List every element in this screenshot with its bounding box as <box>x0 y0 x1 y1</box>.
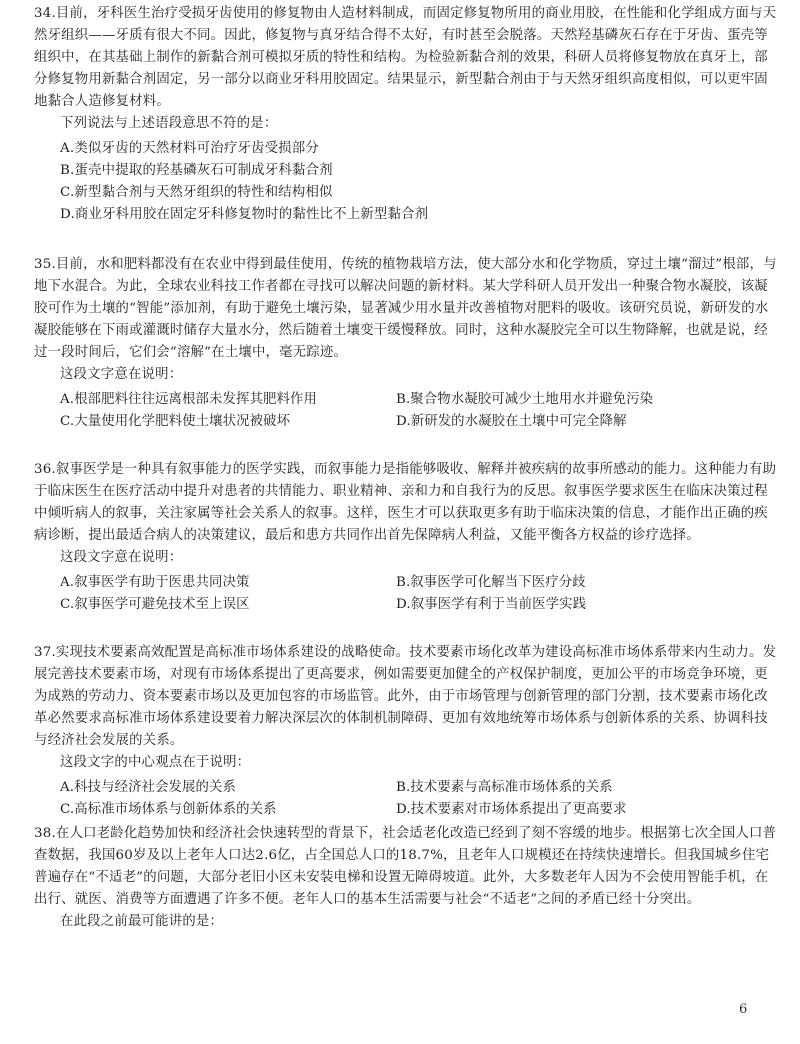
page-number: 6 <box>739 1002 748 1017</box>
option-a[interactable]: A.根部肥料往往远离根部未发挥其肥料作用 <box>60 392 317 407</box>
question-stem: 这段文字意在说明： <box>60 367 183 382</box>
option-d[interactable]: D.技术要素对市场体系提出了更高要求 <box>396 802 627 817</box>
option-a[interactable]: A.类似牙齿的天然材料可治疗牙齿受损部分 <box>60 141 319 156</box>
question-34 <box>34 3 780 226</box>
option-c[interactable]: C.叙事医学可避免技术至上误区 <box>60 597 250 612</box>
question-36 <box>34 459 780 616</box>
question-passage: 35.目前，水和肥料都没有在农业中得到最佳使用，传统的植物栽培方法，使大部分水和化学物质，穿过土壤“溜过”根部，与地下水混合。为此，全球农业科技工作者都在寻找可以解决问题的新材料。某大学科研人员开发出一种聚合物水凝胶，该凝胶可作为土壤的“智能”添加剂，有助于避免土壤污染，显著减少用水量并改善植物对肥料的吸收。该研究员说，新研发的水凝胶能够在下雨或灌溉时储存大量水分，然后随着土壤变干缓慢释放。同时，这种水凝胶完全可以生物降解，也就是说，经过一段时间后，它们会“溶解”在土壤中，毫无踪迹。 <box>34 257 777 360</box>
question-38 <box>34 823 780 933</box>
option-a[interactable]: A.叙事医学有助于医患共同决策 <box>60 575 250 590</box>
option-a[interactable]: A.科技与经济社会发展的关系 <box>60 780 237 795</box>
option-c[interactable]: C.高标准市场体系与创新体系的关系 <box>60 802 277 817</box>
option-grid <box>34 389 780 433</box>
question-passage: 37.实现技术要素高效配置是高标准市场体系建设的战略使命。技术要素市场化改革为建设高标准市场体系带来内生动力。发展完善技术要素市场，对现有市场体系提出了更高要求，例如需要更加健全的产权保护制度，更加公平的市场竞争环境，更为成熟的劳动力、资本要素市场以及更加包容的市场监管。此外，由于市场管理与创新管理的部门分割，技术要素市场化改革必然要求高标准市场体系建设要着力解决深层次的体制机制障碍、更加有效地统筹市场体系与创新体系的关系、协调科技与经济社会发展的关系。 <box>34 645 777 748</box>
question-stem: 下列说法与上述语段意思不符的是： <box>60 116 278 131</box>
option-c[interactable]: C.大量使用化学肥料使土壤状况被破坏 <box>60 414 291 429</box>
option-d[interactable]: D.商业牙科用胶在固定牙科修复物时的黏性比不上新型黏合剂 <box>60 207 429 222</box>
question-37 <box>34 642 780 821</box>
option-b[interactable]: B.蛋壳中提取的羟基磷灰石可制成牙科黏合剂 <box>60 163 333 178</box>
option-grid <box>34 777 780 821</box>
option-c[interactable]: C.新型黏合剂与天然牙组织的特性和结构相似 <box>60 185 333 200</box>
question-35 <box>34 254 780 433</box>
question-stem: 这段文字意在说明： <box>60 550 183 565</box>
question-stem: 在此段之前最可能讲的是： <box>60 914 224 929</box>
option-d[interactable]: D.叙事医学有利于当前医学实践 <box>396 597 587 612</box>
question-passage: 34.目前，牙科医生治疗受损牙齿使用的修复物由人造材料制成，而固定修复物所用的商业用胶，在性能和化学组成方面与天然牙组织——牙质有很大不同。因此，修复物与真牙结合得不太好，有时甚至会脱落。天然羟基磷灰石存在于牙齿、蛋壳等组织中，在其基础上制作的新黏合剂可模拟牙质的特性和结构。为检验新黏合剂的效果，科研人员将修复物放在真牙上，部分修复物用新黏合剂固定，另一部分以商业牙科用胶固定。结果显示，新型黏合剂由于与天然牙组织高度相似，可以更牢固地黏合人造修复材料。 <box>34 6 777 109</box>
option-b[interactable]: B.叙事医学可化解当下医疗分歧 <box>396 575 586 590</box>
option-b[interactable]: B.技术要素与高标准市场体系的关系 <box>396 780 613 795</box>
option-grid <box>34 572 780 616</box>
option-d[interactable]: D.新研发的水凝胶在土壤中可完全降解 <box>396 414 627 429</box>
question-passage: 38.在人口老龄化趋势加快和经济社会快速转型的背景下，社会适老化改造已经到了刻不容缓的地步。根据第七次全国人口普查数据，我国60岁及以上老年人口达2.6亿，占全国总人口的18.7%，且老年人口规模还在持续快速增长。但我国城乡住宅普遍存在“不适老”的问题，大部分老旧小区未安装电梯和设置无障碍坡道。此外，大多数老年人因为不会使用智能手机，在出行、就医、消费等方面遭遇了许多不便。老年人口的基本生活需要与社会“不适老”之间的矛盾已经十分突出。 <box>34 826 777 907</box>
option-list <box>34 138 780 226</box>
option-b[interactable]: B.聚合物水凝胶可减少土地用水并避免污染 <box>396 392 654 407</box>
question-passage: 36.叙事医学是一种具有叙事能力的医学实践，而叙事能力是指能够吸收、解释并被疾病的故事所感动的能力。这种能力有助于临床医生在医疗活动中提升对患者的共情能力、职业精神、亲和力和自我行为的反思。叙事医学要求医生在临床决策过程中倾听病人的叙事，关注家属等社会关系人的叙事。这样，医生才可以获取更多有助于临床决策的信息，才能作出正确的疾病诊断，提出最适合病人的决策建议，最后和患方共同作出首先保障病人利益，又能平衡各方权益的诊疗选择。 <box>34 462 777 543</box>
question-stem: 这段文字的中心观点在于说明： <box>60 755 251 770</box>
